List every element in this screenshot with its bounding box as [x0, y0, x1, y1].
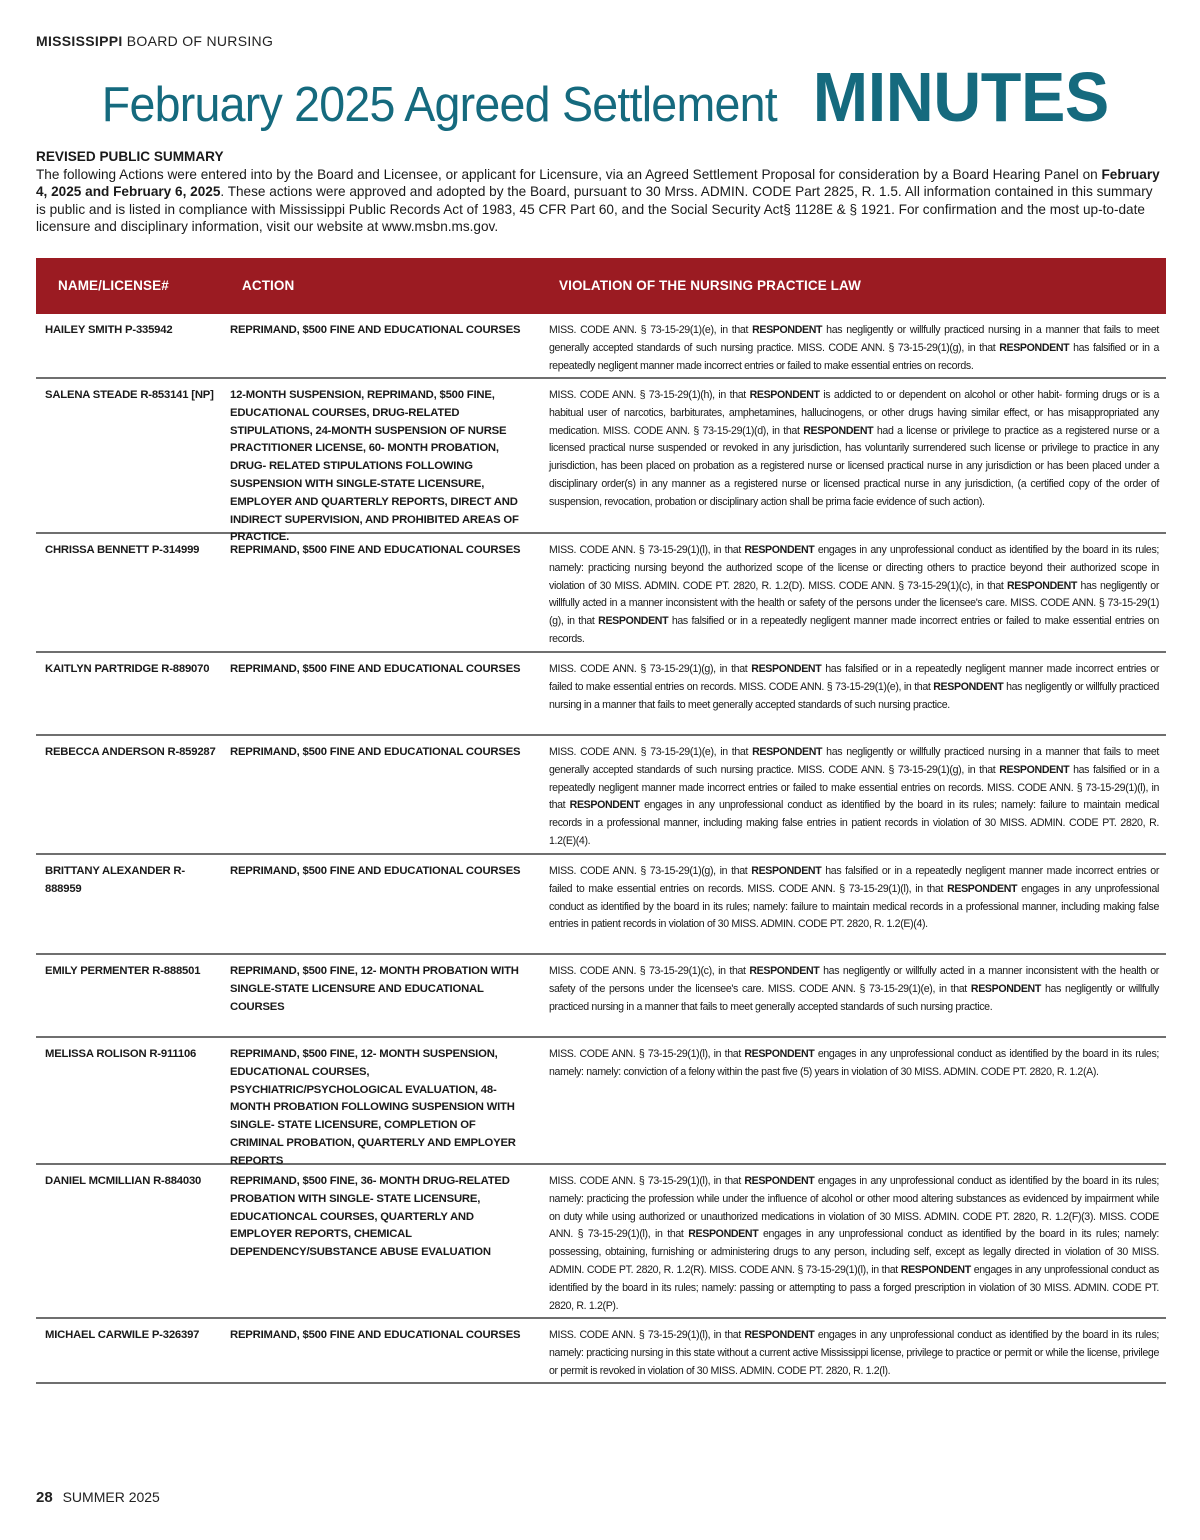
row-violation: MISS. CODE ANN. § 73-15-29(1)(c), in that RESPONDENT has negligently or willfully acted in a manner inconsistent with the health or safety of the persons under the licensee's care. MISS. CODE ANN. § 73-15-29(1)(e), in that RESPONDENT has negligently or willfully practiced nursing in a manner that fails to meet generally accepted standards of such nursing practice.	[549, 965, 1159, 1013]
row-action: REPRIMAND, $500 FINE, 12- MONTH SUSPENSION, EDUCATIONAL COURSES, PSYCHIATRIC/PSYCHOLOGICAL EVALUATION, 48-MONTH PROBATION FOLLOWING SUSPENSION WITH SINGLE- STATE LICENSURE, COMPLETION OF CRIMINAL PROBATION, QUARTERLY AND EMPLOYER REPORTS	[230, 1048, 516, 1167]
respondent-keyword: RESPONDENT	[688, 1228, 759, 1241]
summary-heading: REVISED PUBLIC SUMMARY	[36, 149, 224, 164]
table-row	[36, 1319, 1166, 1384]
row-action: REPRIMAND, $500 FINE AND EDUCATIONAL COURSES	[230, 865, 521, 877]
respondent-keyword: RESPONDENT	[751, 663, 822, 675]
table-row	[36, 1165, 1166, 1319]
header-action: ACTION	[242, 278, 295, 293]
table-row	[36, 736, 1166, 855]
page-title	[36, 58, 1164, 136]
issue-label: SUMMER 2025	[62, 1489, 160, 1505]
page-footer	[36, 1489, 160, 1506]
row-action: REPRIMAND, $500 FINE AND EDUCATIONAL COURSES	[230, 663, 521, 675]
row-name: HAILEY SMITH P-335942	[45, 324, 173, 336]
table-row	[36, 1038, 1166, 1165]
header-violation: VIOLATION OF THE NURSING PRACTICE LAW	[559, 278, 861, 293]
row-violation: MISS. CODE ANN. § 73-15-29(1)(l), in that RESPONDENT engages in any unprofessional conduct as identified by the board in its rules; namely: practicing nursing in this state without a current active Mississippi license, privilege to practice or permit or while the license, privilege or permit is revoked in violation of 30 MISS. ADMIN. CODE PT. 2820, R. 1.2(l).	[549, 1329, 1159, 1377]
table-row	[36, 314, 1166, 379]
settlement-table	[36, 258, 1166, 1384]
respondent-keyword: RESPONDENT	[999, 341, 1070, 354]
row-violation: MISS. CODE ANN. § 73-15-29(1)(h), in that RESPONDENT is addicted to or dependent on alcohol or other habit- forming drugs or is a habitual user of narcotics, barbiturates, amphetamines, hallucinogens, or other drugs having similar effect, or has misappropriated any medication. MISS. CODE ANN. § 73-15-29(1)(d), in that RESPONDENT had a license or privilege to practice as a registered nurse or a licensed practical nurse suspended or revoked in any jurisdiction, has voluntarily surrendered such license or privilege to practice in any jurisdiction, has been placed on probation as a registered nurse or licensed practical nurse in any jurisdiction or has been placed under a disciplinary order(s) in any manner as a registered nurse or licensed practical nurse in any jurisdiction, (a certified copy of the order of suspension, revocation, probation or disciplinary action shall be prima facie evidence of such action).	[549, 389, 1159, 508]
row-action: 12-MONTH SUSPENSION, REPRIMAND, $500 FINE, EDUCATIONAL COURSES, DRUG-RELATED STIPULATIONS, 24-MONTH SUSPENSION OF NURSE PRACTITIONER LICENSE, 60- MONTH PROBATION, DRUG- RELATED STIPULATIONS FOLLOWING SUSPENSION WITH SINGLE-STATE LICENSURE, EMPLOYER AND QUARTERLY REPORTS, DIRECT AND INDIRECT SUPERVISION, AND PROHIBITED AREAS OF PRACTICE.	[230, 389, 519, 544]
summary-text-2: . These actions were approved and adopted by the Board, pursuant to 30 Mrss. ADMIN. CODE Part 2825, R. 1.5. All information contained in this summary is public and is listed in compliance with Mississippi Public Records Act of 1983, 45 CFR Part 60, and the Social Security Act§ 1128E & § 1921. For confirmation and the most up-to-date licensure and disciplinary information, visit our website at www.msbn.ms.gov.	[36, 184, 1153, 235]
row-action: REPRIMAND, $500 FINE, 12- MONTH PROBATION WITH SINGLE-STATE LICENSURE AND EDUCATIONAL COURSES	[230, 965, 519, 1013]
row-violation: MISS. CODE ANN. § 73-15-29(1)(l), in that RESPONDENT engages in any unprofessional conduct as identified by the board in its rules; namely: practicing the profession while under the influence of alcohol or other mood altering substances as evidenced by impairment while on duty while using authorized or unauthorized medications in violation of 30 MISS. ADMIN. CODE PT. 2820, R. 1.2(F)(3). MISS. CODE ANN. § 73-15-29(1)(l), in that RESPONDENT engages in any unprofessional conduct as identified by the board in its rules; namely: possessing, obtaining, furnishing or administering drugs to any person, including self, except as legally directed in violation of 30 MISS. ADMIN. CODE PT. 2820, R. 1.2(R). MISS. CODE ANN. § 73-15-29(1)(l), in that RESPONDENT engages in any unprofessional conduct as identified by the board in its rules; namely: passing or attempting to pass a forged prescription in violation of 30 MISS. ADMIN. CODE PT. 2820, R. 1.2(P).	[549, 1175, 1159, 1312]
respondent-keyword: RESPONDENT	[744, 544, 815, 556]
respondent-keyword: RESPONDENT	[999, 763, 1070, 776]
row-violation: MISS. CODE ANN. § 73-15-29(1)(g), in that RESPONDENT has falsified or in a repeatedly negligent manner made incorrect entries or failed to make essential entries on records. MISS. CODE ANN. § 73-15-29(1)(e), in that RESPONDENT has negligently or willfully practiced nursing in a manner that fails to meet generally accepted standards of such nursing practice.	[549, 663, 1159, 711]
respondent-keyword: RESPONDENT	[598, 615, 669, 628]
respondent-keyword: RESPONDENT	[970, 982, 1041, 995]
row-violation: MISS. CODE ANN. § 73-15-29(1)(g), in that RESPONDENT has falsified or in a repeatedly negligent manner made incorrect entries or failed to make essential entries on records. MISS. CODE ANN. § 73-15-29(1)(l), in that RESPONDENT engages in any unprofessional conduct as identified by the board in its rules; namely: failure to maintain medical records in a professional manner, including making false entries in patient records in violation of 30 MISS. ADMIN. CODE PT. 2820, R. 1.2(E)(4).	[549, 865, 1159, 931]
row-name: SALENA STEADE R-853141 [NP]	[45, 389, 214, 401]
title-minutes: MINUTES	[812, 58, 1109, 136]
summary-text-1: The following Actions were entered into by the Board and Licensee, or applicant for Licensure, via an Agreed Settlement Proposal for consideration by a Board Hearing Panel on	[36, 166, 1102, 182]
respondent-keyword: RESPONDENT	[744, 1048, 815, 1060]
respondent-keyword: RESPONDENT	[1006, 579, 1078, 592]
respondent-keyword: RESPONDENT	[749, 965, 820, 977]
row-name: BRITTANY ALEXANDER R-888959	[45, 865, 185, 895]
org-header	[36, 33, 273, 49]
row-name: KAITLYN PARTRIDGE R-889070	[45, 663, 210, 675]
respondent-keyword: RESPONDENT	[569, 799, 640, 812]
row-action: REPRIMAND, $500 FINE AND EDUCATIONAL COURSES	[230, 1329, 521, 1341]
row-action: REPRIMAND, $500 FINE, 36- MONTH DRUG-RELATED PROBATION WITH SINGLE- STATE LICENSURE, EDUCATIONCAL COURSES, QUARTERLY AND EMPLOYER REPORTS, CHEMICAL DEPENDENCY/SUBSTANCE ABUSE EVALUATION	[230, 1175, 510, 1259]
respondent-keyword: RESPONDENT	[933, 680, 1004, 693]
respondent-keyword: RESPONDENT	[749, 389, 820, 401]
row-violation: MISS. CODE ANN. § 73-15-29(1)(l), in that RESPONDENT engages in any unprofessional conduct as identified by the board in its rules; namely: practicing nursing beyond the authorized scope of the license or directing others to practice beyond their authorized scope in violation of 30 MISS. ADMIN. CODE PT. 2820, R. 1.2(D). MISS. CODE ANN. § 73-15-29(1)(c), in that RESPONDENT has negligently or willfully acted in a manner inconsistent with the health or safety of the persons under the licensee's care. MISS. CODE ANN. § 73-15-29(1)(g), in that RESPONDENT has falsified or in a repeatedly negligent manner made incorrect entries or failed to make essential entries on records.	[549, 544, 1159, 645]
table-row	[36, 534, 1166, 653]
row-action: REPRIMAND, $500 FINE AND EDUCATIONAL COURSES	[230, 324, 521, 336]
row-violation: MISS. CODE ANN. § 73-15-29(1)(e), in that RESPONDENT has negligently or willfully practiced nursing in a manner that fails to meet generally accepted standards of such nursing practice. MISS. CODE ANN. § 73-15-29(1)(g), in that RESPONDENT has falsified or in a repeatedly negligent manner made incorrect entries or failed to make essential entries on records. MISS. CODE ANN. § 73-15-29(1)(l), in that RESPONDENT engages in any unprofessional conduct as identified by the board in its rules; namely: failure to maintain medical records in a professional manner, including making false entries in patient records in violation of 30 MISS. ADMIN. CODE PT. 2820, R. 1.2(E)(4).	[549, 746, 1159, 847]
row-name: EMILY PERMENTER R-888501	[45, 965, 201, 977]
row-name: MICHAEL CARWILE P-326397	[45, 1329, 200, 1341]
row-name: REBECCA ANDERSON R-859287	[45, 746, 216, 758]
row-action: REPRIMAND, $500 FINE AND EDUCATIONAL COURSES	[230, 746, 521, 758]
table-row	[36, 955, 1166, 1038]
summary-dates: February 4, 2025 and February 6, 2025	[36, 166, 1160, 200]
table-row	[36, 653, 1166, 736]
title-main: February 2025 Agreed Settlement	[101, 78, 777, 132]
row-name: DANIEL MCMILLIAN R-884030	[45, 1175, 202, 1187]
table-row	[36, 379, 1166, 544]
row-name: MELISSA ROLISON R-911106	[45, 1048, 197, 1060]
respondent-keyword: RESPONDENT	[744, 1175, 815, 1187]
header-name-license: NAME/LICENSE#	[58, 278, 169, 293]
org-name-bold: MISSISSIPPI	[36, 33, 123, 49]
row-action: REPRIMAND, $500 FINE AND EDUCATIONAL COURSES	[230, 544, 521, 556]
respondent-keyword: RESPONDENT	[752, 324, 823, 336]
respondent-keyword: RESPONDENT	[752, 746, 823, 758]
summary-body	[36, 166, 1164, 236]
respondent-keyword: RESPONDENT	[947, 882, 1018, 895]
row-name: CHRISSA BENNETT P-314999	[45, 544, 200, 556]
respondent-keyword: RESPONDENT	[803, 424, 874, 437]
row-violation: MISS. CODE ANN. § 73-15-29(1)(l), in that RESPONDENT engages in any unprofessional conduct as identified by the board in its rules; namely: namely: conviction of a felony within the past five (5) years in violation of 30 MISS. ADMIN. CODE PT. 2820, R. 1.2(A).	[549, 1048, 1159, 1078]
table-header	[36, 258, 1166, 314]
org-name-rest: BOARD OF NURSING	[126, 33, 274, 49]
table-row	[36, 855, 1166, 955]
respondent-keyword: RESPONDENT	[900, 1263, 971, 1276]
page-number: 28	[36, 1489, 53, 1506]
row-violation: MISS. CODE ANN. § 73-15-29(1)(e), in that RESPONDENT has negligently or willfully practiced nursing in a manner that fails to meet generally accepted standards of such nursing practice. MISS. CODE ANN. § 73-15-29(1)(g), in that RESPONDENT has falsified or in a repeatedly negligent manner made incorrect entries or failed to make essential entries on records.	[549, 324, 1159, 372]
respondent-keyword: RESPONDENT	[751, 865, 822, 877]
public-summary	[36, 148, 1164, 236]
respondent-keyword: RESPONDENT	[744, 1329, 815, 1341]
